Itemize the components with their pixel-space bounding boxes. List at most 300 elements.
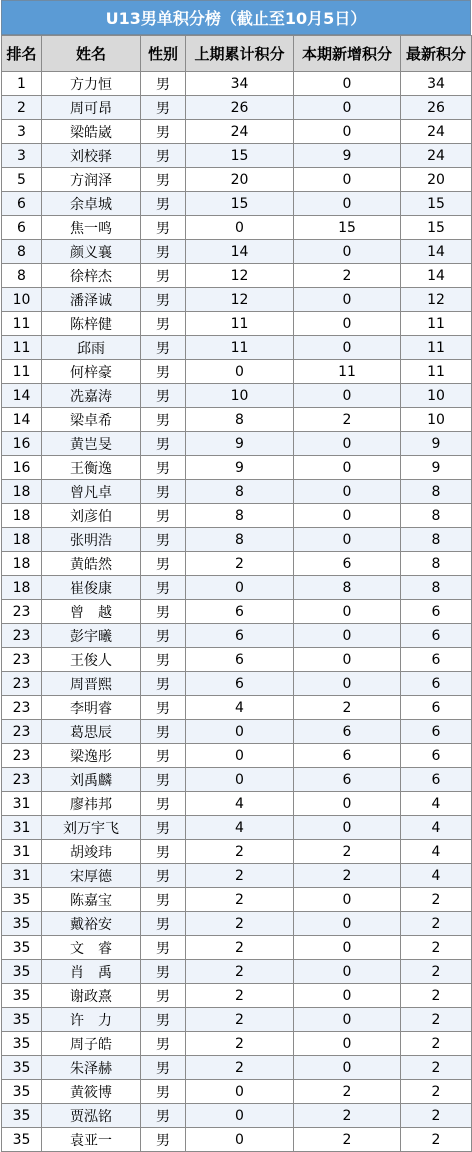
cell-name: 刘万宇飞 bbox=[42, 816, 141, 840]
cell-new-points: 0 bbox=[294, 336, 401, 360]
table-row bbox=[2, 120, 472, 144]
cell-gender: 男 bbox=[141, 552, 186, 576]
cell-previous-points: 11 bbox=[186, 336, 294, 360]
cell-name: 黄筱博 bbox=[42, 1080, 141, 1104]
cell-latest-points: 2 bbox=[401, 1032, 472, 1056]
cell-gender: 男 bbox=[141, 576, 186, 600]
cell-rank: 23 bbox=[2, 696, 42, 720]
cell-rank: 35 bbox=[2, 984, 42, 1008]
table-row bbox=[2, 456, 472, 480]
cell-rank: 35 bbox=[2, 912, 42, 936]
cell-gender: 男 bbox=[141, 840, 186, 864]
cell-new-points: 0 bbox=[294, 480, 401, 504]
cell-latest-points: 2 bbox=[401, 936, 472, 960]
cell-name: 王衡逸 bbox=[42, 456, 141, 480]
cell-name: 朱泽赫 bbox=[42, 1056, 141, 1080]
cell-rank: 6 bbox=[2, 216, 42, 240]
cell-name: 王俊人 bbox=[42, 648, 141, 672]
table-row bbox=[2, 648, 472, 672]
cell-rank: 23 bbox=[2, 744, 42, 768]
cell-rank: 18 bbox=[2, 504, 42, 528]
header-row bbox=[2, 36, 472, 72]
table-row bbox=[2, 576, 472, 600]
cell-gender: 男 bbox=[141, 1032, 186, 1056]
cell-gender: 男 bbox=[141, 792, 186, 816]
cell-name: 肖 禹 bbox=[42, 960, 141, 984]
cell-latest-points: 2 bbox=[401, 1080, 472, 1104]
table-row bbox=[2, 264, 472, 288]
cell-name: 梁卓希 bbox=[42, 408, 141, 432]
cell-rank: 31 bbox=[2, 840, 42, 864]
table-row bbox=[2, 624, 472, 648]
cell-new-points: 0 bbox=[294, 72, 401, 96]
header-name: 姓名 bbox=[42, 36, 141, 72]
table-row bbox=[2, 600, 472, 624]
cell-rank: 18 bbox=[2, 576, 42, 600]
table-row bbox=[2, 1104, 472, 1128]
cell-rank: 23 bbox=[2, 720, 42, 744]
cell-latest-points: 6 bbox=[401, 624, 472, 648]
cell-new-points: 6 bbox=[294, 552, 401, 576]
cell-new-points: 2 bbox=[294, 864, 401, 888]
cell-new-points: 0 bbox=[294, 528, 401, 552]
table-title: U13男单积分榜（截止至10月5日） bbox=[1, 0, 471, 35]
table-row bbox=[2, 1008, 472, 1032]
cell-latest-points: 4 bbox=[401, 864, 472, 888]
table-row bbox=[2, 384, 472, 408]
cell-gender: 男 bbox=[141, 768, 186, 792]
cell-name: 贾泓铭 bbox=[42, 1104, 141, 1128]
cell-previous-points: 0 bbox=[186, 576, 294, 600]
cell-latest-points: 14 bbox=[401, 264, 472, 288]
cell-name: 曾凡卓 bbox=[42, 480, 141, 504]
cell-name: 刘校驿 bbox=[42, 144, 141, 168]
table-row bbox=[2, 984, 472, 1008]
cell-new-points: 0 bbox=[294, 120, 401, 144]
cell-name: 邱雨 bbox=[42, 336, 141, 360]
cell-previous-points: 0 bbox=[186, 360, 294, 384]
table-body bbox=[2, 72, 472, 1152]
cell-gender: 男 bbox=[141, 120, 186, 144]
cell-new-points: 2 bbox=[294, 408, 401, 432]
cell-rank: 23 bbox=[2, 672, 42, 696]
cell-new-points: 2 bbox=[294, 1080, 401, 1104]
cell-gender: 男 bbox=[141, 696, 186, 720]
cell-previous-points: 0 bbox=[186, 720, 294, 744]
cell-gender: 男 bbox=[141, 600, 186, 624]
cell-latest-points: 10 bbox=[401, 408, 472, 432]
cell-name: 刘彦伯 bbox=[42, 504, 141, 528]
cell-new-points: 6 bbox=[294, 720, 401, 744]
cell-new-points: 9 bbox=[294, 144, 401, 168]
cell-previous-points: 9 bbox=[186, 456, 294, 480]
cell-latest-points: 2 bbox=[401, 984, 472, 1008]
cell-gender: 男 bbox=[141, 480, 186, 504]
table-row bbox=[2, 504, 472, 528]
cell-latest-points: 8 bbox=[401, 576, 472, 600]
cell-gender: 男 bbox=[141, 1104, 186, 1128]
cell-new-points: 0 bbox=[294, 312, 401, 336]
cell-new-points: 0 bbox=[294, 1056, 401, 1080]
cell-previous-points: 6 bbox=[186, 648, 294, 672]
cell-gender: 男 bbox=[141, 456, 186, 480]
table-row bbox=[2, 912, 472, 936]
cell-name: 崔俊康 bbox=[42, 576, 141, 600]
cell-gender: 男 bbox=[141, 816, 186, 840]
cell-gender: 男 bbox=[141, 72, 186, 96]
cell-previous-points: 15 bbox=[186, 192, 294, 216]
cell-previous-points: 2 bbox=[186, 1008, 294, 1032]
cell-rank: 35 bbox=[2, 1104, 42, 1128]
cell-rank: 10 bbox=[2, 288, 42, 312]
cell-gender: 男 bbox=[141, 960, 186, 984]
table-row bbox=[2, 144, 472, 168]
cell-gender: 男 bbox=[141, 432, 186, 456]
cell-latest-points: 2 bbox=[401, 1056, 472, 1080]
cell-rank: 18 bbox=[2, 552, 42, 576]
cell-latest-points: 2 bbox=[401, 1104, 472, 1128]
cell-latest-points: 6 bbox=[401, 696, 472, 720]
header-new-points: 本期新增积分 bbox=[294, 36, 401, 72]
cell-rank: 35 bbox=[2, 936, 42, 960]
table-row bbox=[2, 936, 472, 960]
table-row bbox=[2, 960, 472, 984]
table-row bbox=[2, 72, 472, 96]
cell-new-points: 6 bbox=[294, 744, 401, 768]
header-gender: 性别 bbox=[141, 36, 186, 72]
cell-new-points: 2 bbox=[294, 264, 401, 288]
table-row bbox=[2, 1032, 472, 1056]
cell-latest-points: 12 bbox=[401, 288, 472, 312]
cell-name: 李明睿 bbox=[42, 696, 141, 720]
cell-latest-points: 8 bbox=[401, 528, 472, 552]
cell-name: 文 睿 bbox=[42, 936, 141, 960]
cell-name: 陈梓健 bbox=[42, 312, 141, 336]
cell-previous-points: 2 bbox=[186, 912, 294, 936]
cell-gender: 男 bbox=[141, 144, 186, 168]
cell-rank: 23 bbox=[2, 624, 42, 648]
table-row bbox=[2, 744, 472, 768]
table-row bbox=[2, 888, 472, 912]
cell-previous-points: 2 bbox=[186, 840, 294, 864]
cell-new-points: 0 bbox=[294, 624, 401, 648]
table-row bbox=[2, 696, 472, 720]
cell-rank: 5 bbox=[2, 168, 42, 192]
cell-rank: 16 bbox=[2, 432, 42, 456]
cell-latest-points: 11 bbox=[401, 360, 472, 384]
header-latest-points: 最新积分 bbox=[401, 36, 472, 72]
cell-name: 戴裕安 bbox=[42, 912, 141, 936]
cell-gender: 男 bbox=[141, 96, 186, 120]
table-row bbox=[2, 720, 472, 744]
cell-gender: 男 bbox=[141, 720, 186, 744]
cell-gender: 男 bbox=[141, 936, 186, 960]
cell-previous-points: 0 bbox=[186, 1128, 294, 1152]
cell-previous-points: 2 bbox=[186, 864, 294, 888]
cell-name: 焦一鸣 bbox=[42, 216, 141, 240]
cell-latest-points: 2 bbox=[401, 1128, 472, 1152]
cell-new-points: 6 bbox=[294, 768, 401, 792]
table-row bbox=[2, 240, 472, 264]
cell-name: 梁逸彤 bbox=[42, 744, 141, 768]
cell-previous-points: 4 bbox=[186, 696, 294, 720]
cell-previous-points: 0 bbox=[186, 744, 294, 768]
cell-rank: 14 bbox=[2, 408, 42, 432]
cell-latest-points: 9 bbox=[401, 456, 472, 480]
cell-previous-points: 2 bbox=[186, 1032, 294, 1056]
table-row bbox=[2, 288, 472, 312]
cell-rank: 18 bbox=[2, 528, 42, 552]
cell-name: 周可昂 bbox=[42, 96, 141, 120]
cell-name: 黄岂旻 bbox=[42, 432, 141, 456]
cell-gender: 男 bbox=[141, 912, 186, 936]
cell-rank: 6 bbox=[2, 192, 42, 216]
cell-gender: 男 bbox=[141, 744, 186, 768]
cell-rank: 3 bbox=[2, 120, 42, 144]
cell-new-points: 0 bbox=[294, 792, 401, 816]
cell-name: 胡竣玮 bbox=[42, 840, 141, 864]
cell-new-points: 0 bbox=[294, 504, 401, 528]
ranking-table bbox=[1, 35, 472, 1152]
cell-latest-points: 4 bbox=[401, 792, 472, 816]
table-row bbox=[2, 840, 472, 864]
cell-previous-points: 6 bbox=[186, 600, 294, 624]
table-row bbox=[2, 408, 472, 432]
cell-new-points: 0 bbox=[294, 288, 401, 312]
cell-latest-points: 10 bbox=[401, 384, 472, 408]
cell-new-points: 0 bbox=[294, 672, 401, 696]
table-row bbox=[2, 528, 472, 552]
cell-rank: 11 bbox=[2, 336, 42, 360]
cell-name: 周子皓 bbox=[42, 1032, 141, 1056]
cell-gender: 男 bbox=[141, 504, 186, 528]
cell-previous-points: 2 bbox=[186, 936, 294, 960]
cell-rank: 31 bbox=[2, 792, 42, 816]
cell-name: 冼嘉涛 bbox=[42, 384, 141, 408]
cell-name: 袁亚一 bbox=[42, 1128, 141, 1152]
cell-previous-points: 2 bbox=[186, 960, 294, 984]
cell-latest-points: 4 bbox=[401, 840, 472, 864]
cell-previous-points: 20 bbox=[186, 168, 294, 192]
cell-latest-points: 6 bbox=[401, 648, 472, 672]
cell-new-points: 2 bbox=[294, 1128, 401, 1152]
cell-previous-points: 2 bbox=[186, 552, 294, 576]
cell-gender: 男 bbox=[141, 672, 186, 696]
cell-gender: 男 bbox=[141, 384, 186, 408]
cell-latest-points: 8 bbox=[401, 552, 472, 576]
cell-new-points: 0 bbox=[294, 936, 401, 960]
table-row bbox=[2, 792, 472, 816]
cell-previous-points: 9 bbox=[186, 432, 294, 456]
cell-name: 何梓豪 bbox=[42, 360, 141, 384]
cell-rank: 35 bbox=[2, 1032, 42, 1056]
cell-rank: 16 bbox=[2, 456, 42, 480]
cell-previous-points: 26 bbox=[186, 96, 294, 120]
table-row bbox=[2, 816, 472, 840]
cell-gender: 男 bbox=[141, 528, 186, 552]
cell-gender: 男 bbox=[141, 264, 186, 288]
cell-new-points: 0 bbox=[294, 960, 401, 984]
cell-new-points: 0 bbox=[294, 648, 401, 672]
cell-name: 谢政熹 bbox=[42, 984, 141, 1008]
cell-name: 黄皓然 bbox=[42, 552, 141, 576]
cell-previous-points: 0 bbox=[186, 216, 294, 240]
cell-new-points: 2 bbox=[294, 1104, 401, 1128]
cell-previous-points: 0 bbox=[186, 1104, 294, 1128]
cell-new-points: 2 bbox=[294, 840, 401, 864]
cell-name: 刘禹麟 bbox=[42, 768, 141, 792]
cell-latest-points: 15 bbox=[401, 216, 472, 240]
cell-previous-points: 6 bbox=[186, 672, 294, 696]
cell-name: 徐梓杰 bbox=[42, 264, 141, 288]
cell-latest-points: 24 bbox=[401, 144, 472, 168]
cell-previous-points: 8 bbox=[186, 528, 294, 552]
cell-previous-points: 8 bbox=[186, 504, 294, 528]
cell-latest-points: 11 bbox=[401, 312, 472, 336]
cell-latest-points: 2 bbox=[401, 960, 472, 984]
cell-rank: 14 bbox=[2, 384, 42, 408]
cell-rank: 35 bbox=[2, 960, 42, 984]
header-rank: 排名 bbox=[2, 36, 42, 72]
cell-name: 陈嘉宝 bbox=[42, 888, 141, 912]
cell-new-points: 15 bbox=[294, 216, 401, 240]
cell-previous-points: 15 bbox=[186, 144, 294, 168]
cell-previous-points: 4 bbox=[186, 816, 294, 840]
cell-rank: 31 bbox=[2, 816, 42, 840]
cell-latest-points: 26 bbox=[401, 96, 472, 120]
cell-latest-points: 20 bbox=[401, 168, 472, 192]
cell-new-points: 0 bbox=[294, 1032, 401, 1056]
cell-new-points: 0 bbox=[294, 984, 401, 1008]
cell-gender: 男 bbox=[141, 360, 186, 384]
cell-rank: 35 bbox=[2, 888, 42, 912]
cell-previous-points: 14 bbox=[186, 240, 294, 264]
cell-gender: 男 bbox=[141, 888, 186, 912]
cell-latest-points: 15 bbox=[401, 192, 472, 216]
cell-latest-points: 24 bbox=[401, 120, 472, 144]
cell-rank: 35 bbox=[2, 1128, 42, 1152]
cell-gender: 男 bbox=[141, 648, 186, 672]
cell-name: 许 力 bbox=[42, 1008, 141, 1032]
cell-gender: 男 bbox=[141, 984, 186, 1008]
cell-latest-points: 2 bbox=[401, 912, 472, 936]
cell-rank: 8 bbox=[2, 264, 42, 288]
cell-new-points: 8 bbox=[294, 576, 401, 600]
cell-previous-points: 11 bbox=[186, 312, 294, 336]
cell-new-points: 0 bbox=[294, 96, 401, 120]
cell-name: 周晋熙 bbox=[42, 672, 141, 696]
table-row bbox=[2, 168, 472, 192]
cell-previous-points: 10 bbox=[186, 384, 294, 408]
cell-gender: 男 bbox=[141, 1056, 186, 1080]
cell-latest-points: 8 bbox=[401, 504, 472, 528]
table-row bbox=[2, 432, 472, 456]
cell-rank: 11 bbox=[2, 360, 42, 384]
cell-previous-points: 2 bbox=[186, 1056, 294, 1080]
table-row bbox=[2, 672, 472, 696]
table-row bbox=[2, 1080, 472, 1104]
cell-rank: 35 bbox=[2, 1008, 42, 1032]
cell-gender: 男 bbox=[141, 168, 186, 192]
cell-latest-points: 6 bbox=[401, 600, 472, 624]
cell-gender: 男 bbox=[141, 864, 186, 888]
cell-gender: 男 bbox=[141, 240, 186, 264]
cell-latest-points: 6 bbox=[401, 720, 472, 744]
cell-gender: 男 bbox=[141, 408, 186, 432]
cell-new-points: 0 bbox=[294, 1008, 401, 1032]
table-row bbox=[2, 1056, 472, 1080]
cell-previous-points: 2 bbox=[186, 888, 294, 912]
cell-new-points: 0 bbox=[294, 600, 401, 624]
cell-gender: 男 bbox=[141, 1128, 186, 1152]
cell-gender: 男 bbox=[141, 624, 186, 648]
cell-previous-points: 6 bbox=[186, 624, 294, 648]
table-row bbox=[2, 312, 472, 336]
cell-rank: 3 bbox=[2, 144, 42, 168]
cell-previous-points: 24 bbox=[186, 120, 294, 144]
cell-rank: 23 bbox=[2, 648, 42, 672]
cell-new-points: 0 bbox=[294, 432, 401, 456]
cell-name: 张明浩 bbox=[42, 528, 141, 552]
cell-latest-points: 4 bbox=[401, 816, 472, 840]
table-row bbox=[2, 864, 472, 888]
cell-previous-points: 8 bbox=[186, 480, 294, 504]
cell-rank: 2 bbox=[2, 96, 42, 120]
cell-gender: 男 bbox=[141, 312, 186, 336]
table-row bbox=[2, 768, 472, 792]
table-row bbox=[2, 360, 472, 384]
table-row bbox=[2, 552, 472, 576]
table-row bbox=[2, 480, 472, 504]
cell-new-points: 0 bbox=[294, 192, 401, 216]
cell-new-points: 2 bbox=[294, 696, 401, 720]
cell-latest-points: 6 bbox=[401, 672, 472, 696]
table-row bbox=[2, 96, 472, 120]
header-previous-points: 上期累计积分 bbox=[186, 36, 294, 72]
cell-latest-points: 34 bbox=[401, 72, 472, 96]
cell-previous-points: 0 bbox=[186, 1080, 294, 1104]
cell-previous-points: 2 bbox=[186, 984, 294, 1008]
cell-rank: 1 bbox=[2, 72, 42, 96]
cell-new-points: 0 bbox=[294, 912, 401, 936]
cell-name: 方润泽 bbox=[42, 168, 141, 192]
cell-name: 彭宇曦 bbox=[42, 624, 141, 648]
cell-latest-points: 6 bbox=[401, 744, 472, 768]
cell-name: 余卓城 bbox=[42, 192, 141, 216]
cell-previous-points: 8 bbox=[186, 408, 294, 432]
cell-rank: 31 bbox=[2, 864, 42, 888]
cell-name: 梁皓崴 bbox=[42, 120, 141, 144]
cell-latest-points: 14 bbox=[401, 240, 472, 264]
cell-name: 曾 越 bbox=[42, 600, 141, 624]
cell-new-points: 0 bbox=[294, 816, 401, 840]
cell-latest-points: 9 bbox=[401, 432, 472, 456]
table-row bbox=[2, 216, 472, 240]
cell-rank: 23 bbox=[2, 600, 42, 624]
cell-name: 潘泽诚 bbox=[42, 288, 141, 312]
cell-name: 方力恒 bbox=[42, 72, 141, 96]
cell-rank: 23 bbox=[2, 768, 42, 792]
cell-name: 廖祎邦 bbox=[42, 792, 141, 816]
cell-rank: 18 bbox=[2, 480, 42, 504]
cell-latest-points: 8 bbox=[401, 480, 472, 504]
cell-gender: 男 bbox=[141, 1080, 186, 1104]
cell-new-points: 0 bbox=[294, 888, 401, 912]
cell-gender: 男 bbox=[141, 216, 186, 240]
cell-latest-points: 6 bbox=[401, 768, 472, 792]
cell-new-points: 0 bbox=[294, 240, 401, 264]
cell-previous-points: 12 bbox=[186, 264, 294, 288]
